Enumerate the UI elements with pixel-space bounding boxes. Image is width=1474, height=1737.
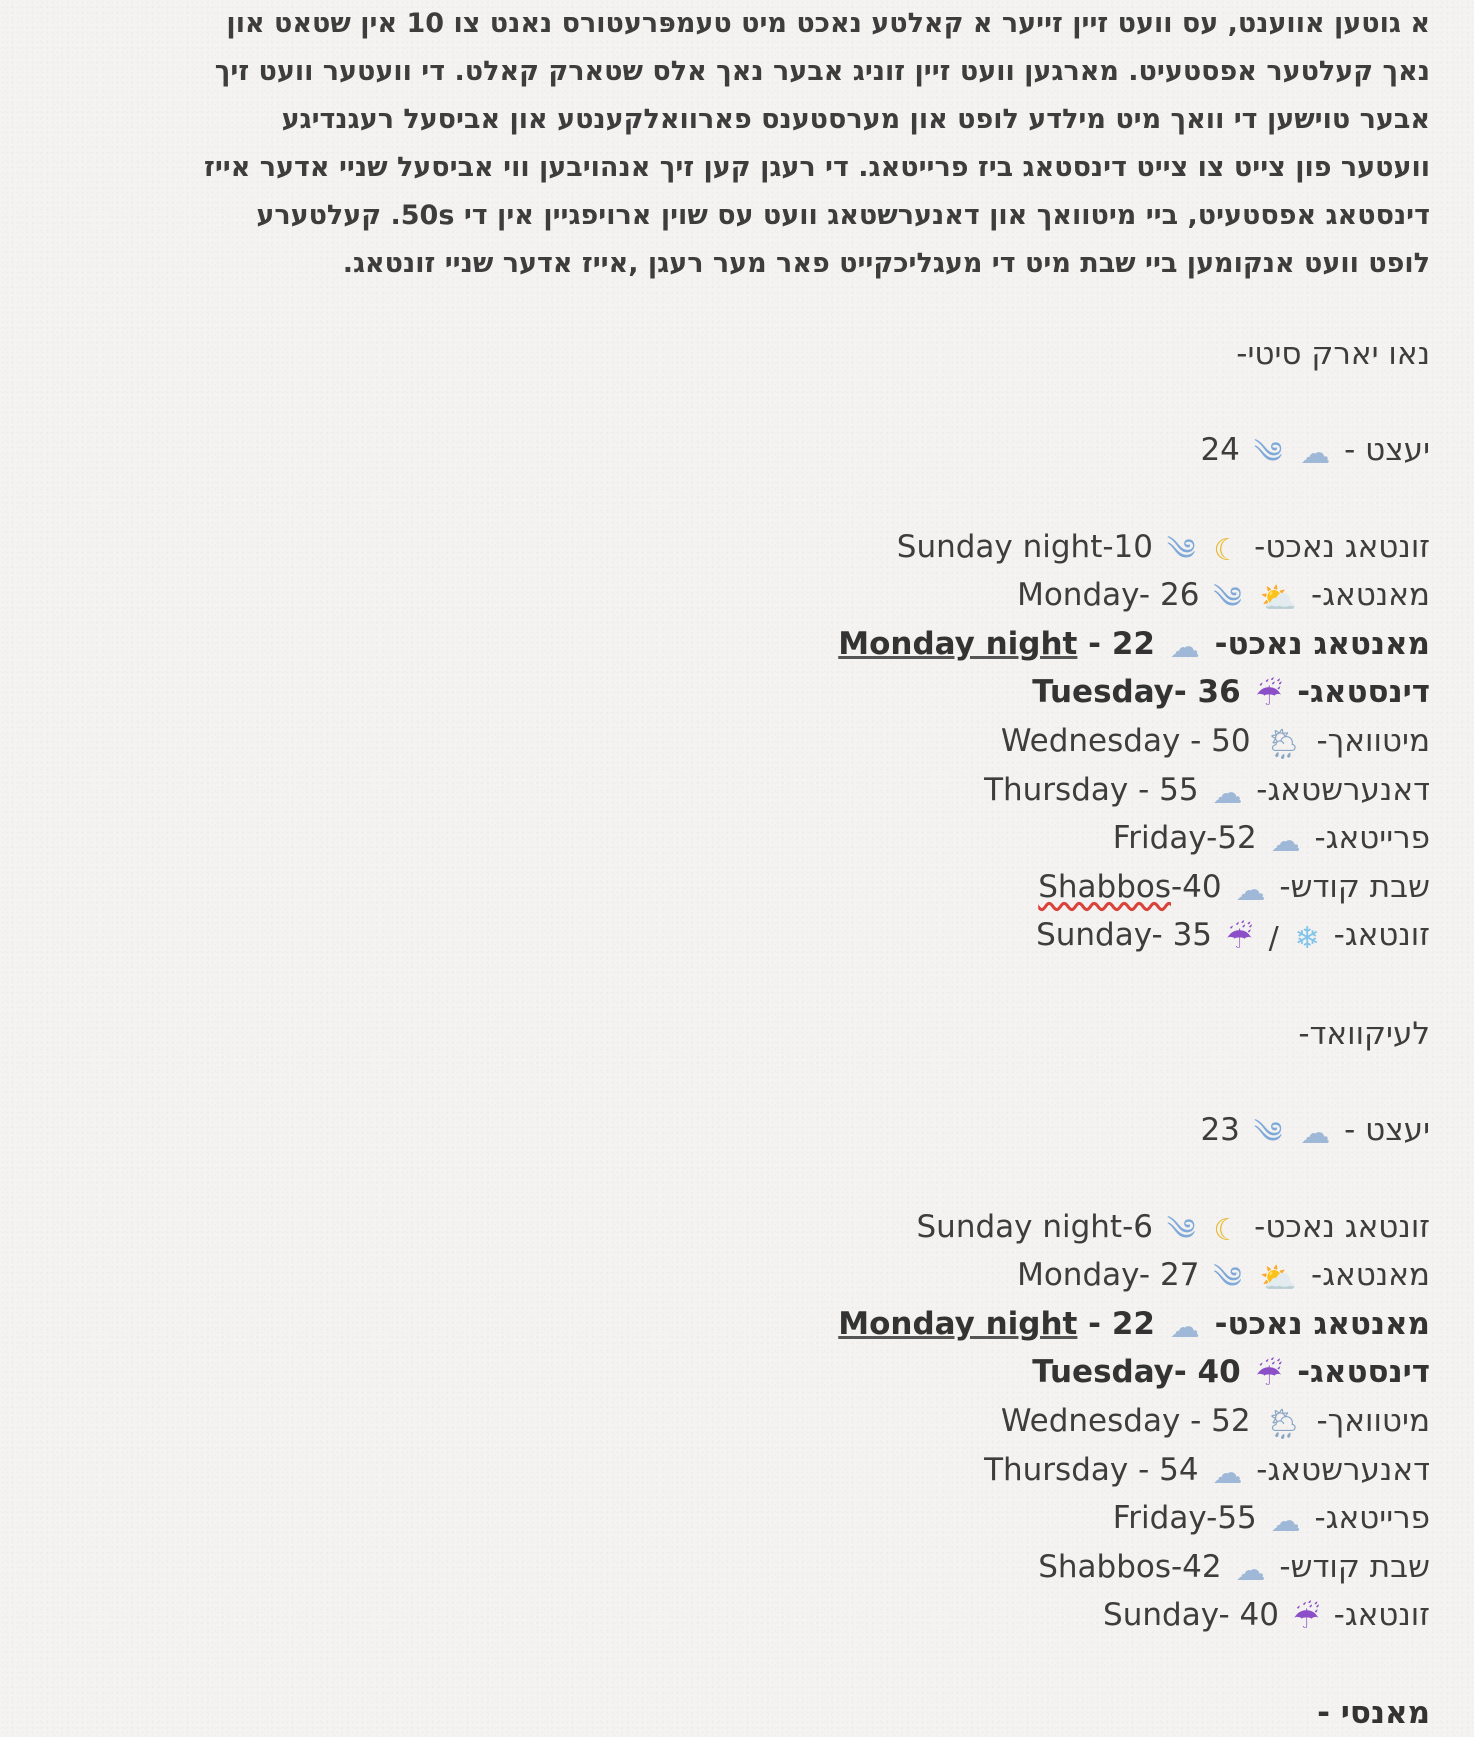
forecast-row <box>917 1207 1431 1251</box>
wind-icon: ༄ <box>1253 436 1283 471</box>
forecast-row <box>1032 1352 1430 1396</box>
city-heading <box>1317 1693 1430 1733</box>
intro-line: וועטער פון צייט צו צייט דינסטאג ביז פרייטאג. די רעגן קען זיך אנהויבען ווי אביסעל שניי אדער אייז <box>204 152 1430 183</box>
day-forecast: Shabbos-42 <box>1038 1549 1222 1585</box>
day-label: פרייטאג- <box>1314 1500 1430 1536</box>
day-forecast: Tuesday- 36 <box>1032 674 1241 710</box>
now-value: 24 <box>1200 432 1240 468</box>
forecast-row <box>897 527 1430 571</box>
forecast-row <box>1038 867 1430 911</box>
now-label: יעצט - <box>1344 432 1430 468</box>
day-label: דינסטאג- <box>1297 674 1430 710</box>
day-forecast <box>838 1304 1155 1344</box>
current-conditions <box>1200 430 1430 474</box>
day-forecast <box>1038 867 1221 907</box>
day-label: מאנטאג- <box>1311 1257 1430 1293</box>
forecast-row <box>1038 1547 1430 1591</box>
day-label: דאנערשטאג- <box>1256 772 1430 808</box>
day-label: זונטאג- <box>1333 1597 1430 1633</box>
moon-icon: ☾ <box>1213 1213 1241 1248</box>
day-label: זונטאג נאכט- <box>1254 529 1430 565</box>
now-label: יעצט - <box>1344 1112 1430 1148</box>
day-label: מיטוואך- <box>1316 1403 1430 1439</box>
day-forecast-value: -40 <box>1171 869 1222 905</box>
sun-rain-cloud-icon: 🌦 <box>1264 727 1303 762</box>
umbrella-rain-icon: ☔ <box>1255 1358 1283 1393</box>
cloud-icon: ☁ <box>1235 873 1266 908</box>
intro-line: אבער טוישען די וואך מיט מילדע לופט און מערסטענס פארוואלקענטע און אביסעל רעגנדיגע <box>281 104 1430 135</box>
forecast-row <box>838 1304 1430 1348</box>
day-forecast: Thursday - 54 <box>984 1452 1199 1488</box>
sun-cloud-icon: ⛅ <box>1259 581 1298 616</box>
now-value: 23 <box>1200 1112 1240 1148</box>
day-label: דינסטאג- <box>1297 1354 1430 1390</box>
cloud-icon: ☁ <box>1212 776 1243 811</box>
moon-icon: ☾ <box>1213 533 1241 568</box>
slash-separator: / <box>1268 921 1279 956</box>
cloud-icon: ☁ <box>1300 1116 1331 1151</box>
cloud-icon: ☁ <box>1270 824 1301 859</box>
forecast-row <box>984 1450 1430 1494</box>
cloud-icon: ☁ <box>1300 436 1331 471</box>
day-label: מאנטאג נאכט- <box>1214 626 1430 662</box>
wind-icon: ༄ <box>1253 1116 1283 1151</box>
misspelled-word[interactable]: Shabbos <box>1038 869 1171 905</box>
sun-cloud-icon: ⛅ <box>1259 1261 1298 1296</box>
day-forecast-link-text: Monday night <box>838 1306 1078 1342</box>
umbrella-rain-icon: ☔ <box>1255 678 1283 713</box>
intro-line: א גוטען אווענט, עס וועט זיין זייער א קאלטע נאכט מיט טעמפּרעטורס נאנט צו 10 אין שטאט און <box>226 8 1430 39</box>
city-heading <box>1298 1014 1430 1054</box>
day-label: זונטאג נאכט- <box>1254 1209 1430 1245</box>
day-label: מיטוואך- <box>1316 723 1430 759</box>
snowflake-icon: ❄ <box>1294 921 1320 956</box>
forecast-row <box>1001 1401 1430 1445</box>
day-forecast-link-text: Monday night <box>838 626 1078 662</box>
forecast-row <box>1001 721 1430 765</box>
city-name: נאו יארק סיטי- <box>1236 336 1430 372</box>
day-label: זונטאג- <box>1333 917 1430 953</box>
day-forecast: Friday-55 <box>1112 1500 1257 1536</box>
umbrella-rain-icon: ☔ <box>1292 1601 1320 1636</box>
day-label: דאנערשטאג- <box>1256 1452 1430 1488</box>
cloud-icon: ☁ <box>1169 1310 1200 1345</box>
day-forecast: Sunday- 35 <box>1036 917 1213 953</box>
forecast-row <box>1113 818 1430 862</box>
day-forecast-value: - 22 <box>1077 626 1155 662</box>
wind-icon: ༄ <box>1213 1261 1242 1296</box>
forecast-row <box>1036 915 1430 959</box>
day-forecast: Monday- 26 <box>1017 577 1200 613</box>
intro-paragraph <box>100 0 1430 288</box>
intro-line: דינסטאג אפסטעיט, ביי מיטוואך און דאנערשטאג וועט עס שוין ארויפגיין אין די 50s. קעלטערע <box>256 200 1430 231</box>
day-label: שבת קודש- <box>1279 1549 1430 1585</box>
city-heading <box>1236 334 1430 374</box>
day-forecast: Tuesday- 40 <box>1032 1354 1241 1390</box>
day-label: שבת קודש- <box>1279 869 1430 905</box>
forecast-row <box>1017 575 1430 619</box>
day-forecast: Sunday night-6 <box>916 1209 1153 1245</box>
day-forecast: Thursday - 55 <box>984 772 1199 808</box>
sun-rain-cloud-icon: 🌦 <box>1264 1407 1303 1442</box>
wind-icon: ༄ <box>1213 581 1242 616</box>
intro-line: נאך קעלטער אפסטעיט. מארגען וועט זיין זוניג אבער נאך אלס שטארק קאלט. די וועטער וועט זיך <box>214 56 1430 87</box>
cloud-icon: ☁ <box>1235 1553 1266 1588</box>
day-forecast: Wednesday - 50 <box>1000 723 1251 759</box>
umbrella-rain-icon: ☔ <box>1225 921 1253 956</box>
day-forecast: Sunday- 40 <box>1103 1597 1279 1633</box>
day-forecast <box>838 624 1155 664</box>
cloud-icon: ☁ <box>1212 1456 1243 1491</box>
day-label: פרייטאג- <box>1314 820 1430 856</box>
intro-line: לופט וועט אנקומען ביי שבת מיט די מעגליכקייט פאר מער רעגן ,אייז אדער שניי זונטאג. <box>342 248 1430 279</box>
day-forecast-value: - 22 <box>1077 1306 1155 1342</box>
city-name: מאנסי - <box>1317 1695 1430 1731</box>
wind-icon: ༄ <box>1166 1213 1196 1248</box>
forecast-row <box>1113 1498 1430 1542</box>
city-name: לעיקוואד- <box>1298 1016 1430 1052</box>
day-forecast: Sunday night-10 <box>896 529 1153 565</box>
forecast-row <box>1017 1255 1430 1299</box>
forecast-row <box>1103 1595 1430 1639</box>
current-conditions <box>1200 1110 1430 1154</box>
wind-icon: ༄ <box>1166 533 1196 568</box>
cloud-icon: ☁ <box>1169 630 1200 665</box>
day-forecast: Wednesday - 52 <box>1000 1403 1251 1439</box>
day-forecast: Monday- 27 <box>1017 1257 1200 1293</box>
day-label: מאנטאג- <box>1311 577 1430 613</box>
cloud-icon: ☁ <box>1270 1504 1301 1539</box>
forecast-row <box>1032 672 1430 716</box>
forecast-row <box>984 770 1430 814</box>
day-forecast: Friday-52 <box>1112 820 1257 856</box>
day-label: מאנטאג נאכט- <box>1214 1306 1430 1342</box>
forecast-row <box>838 624 1430 668</box>
